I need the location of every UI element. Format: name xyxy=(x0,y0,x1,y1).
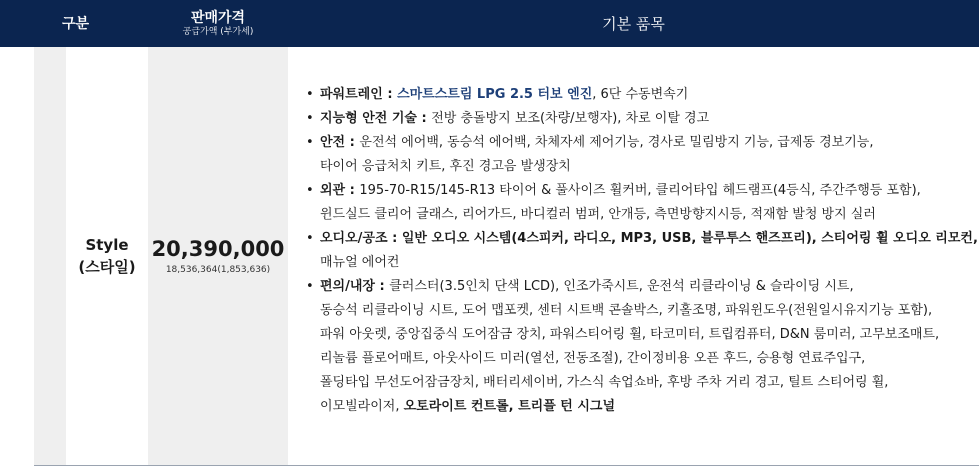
price-cell xyxy=(148,47,288,465)
table-header xyxy=(0,0,979,47)
header-price-sublabel: 공급가액 (부가세) xyxy=(182,26,254,37)
list-item-powertrain xyxy=(288,83,979,107)
item-text-line2: 동승석 리클라이닝 시트, 도어 맵포켓, 센터 시트백 콘솔박스, 키홀조명, 파워윈도우(전원일시유지기능 포함), xyxy=(320,303,933,318)
items-cell xyxy=(288,47,979,465)
header-items xyxy=(288,0,979,47)
item-sep: : xyxy=(345,183,360,198)
item-label: 파워트레인 xyxy=(320,87,383,102)
header-items-label: 기본 품목 xyxy=(602,14,665,33)
header-price xyxy=(148,0,288,47)
table-bottom-border xyxy=(34,465,979,466)
item-sep: : xyxy=(387,231,402,246)
trim-price-breakdown: 18,536,364(1,853,636) xyxy=(165,265,271,275)
item-text: 운전석 에어백, 동승석 에어백, 차체자세 제어기능, 경사로 밀림방지 기능, 급제동 경보기능, xyxy=(359,135,874,150)
header-category xyxy=(33,0,118,47)
item-text-line2: 타이어 응급처치 키트, 후진 경고음 발생장치 xyxy=(320,159,571,174)
item-text-line6: 이모빌라이저, xyxy=(320,399,404,414)
list-item-exterior xyxy=(288,179,979,227)
item-text-line4: 리놀륨 플로어매트, 아웃사이드 미러(열선, 전동조절), 간이정비용 오픈 후드, 승용형 연료주입구, xyxy=(320,351,866,366)
list-item-audio-hvac xyxy=(288,227,979,275)
item-text-bold: 일반 오디오 시스템(4스피커, 라디오, MP3, USB, 블루투스 핸즈프리), 스티어링 휠 오디오 리모컨, xyxy=(401,231,978,246)
feature-list xyxy=(288,83,979,419)
item-text: 클러스터(3.5인치 단색 LCD), 인조가죽시트, 운전석 리클라이닝 & 슬라이딩 시트, xyxy=(389,279,854,294)
header-price-label: 판매가격 xyxy=(190,9,246,26)
item-text-line5: 폴딩타입 무선도어잠금장치, 배터리세이버, 가스식 속업쇼바, 후방 주차 거리 경고, 틸트 스티어링 휠, xyxy=(320,375,889,390)
item-sep: : xyxy=(416,111,432,126)
item-highlight: 스마트스트림 LPG 2.5 터보 엔진 xyxy=(397,87,593,102)
row-gutter xyxy=(34,47,66,465)
item-text-line3: 파워 아웃렛, 중앙집중식 도어잠금 장치, 파워스티어링 휠, 타코미터, 트립컴퓨터, D&N 룸미러, 고무보조매트, xyxy=(320,327,940,342)
item-sep: : xyxy=(345,135,360,150)
item-label: 오디오/공조 xyxy=(320,231,388,246)
item-label: 외관 xyxy=(320,183,346,198)
item-label: 안전 xyxy=(320,135,346,150)
list-item-smart-safety xyxy=(288,107,979,131)
item-label: 지능형 안전 기술 xyxy=(320,111,417,126)
item-text-line2: 매뉴얼 에어컨 xyxy=(320,255,400,270)
item-text: 195-70-R15/145-R13 타이어 & 풀사이즈 휠커버, 클리어타입 헤드램프(4등식, 주간주행등 포함), xyxy=(359,183,921,198)
header-category-label: 구분 xyxy=(61,15,90,32)
item-text-line6-bold: 오토라이트 컨트롤, 트리플 턴 시그널 xyxy=(403,399,616,414)
trim-name-en: Style xyxy=(85,236,129,254)
list-item-convenience xyxy=(288,275,979,419)
item-text-line2: 윈드실드 클리어 글래스, 리어가드, 바디컬러 범퍼, 안개등, 측면방향지시등, 적재함 발청 방지 실러 xyxy=(320,207,876,222)
item-label: 편의/내장 xyxy=(320,279,375,294)
trim-price: 20,390,000 xyxy=(151,237,285,261)
list-item-safety xyxy=(288,131,979,179)
item-text: , 6단 수동변속기 xyxy=(592,87,689,102)
table-row xyxy=(0,47,979,465)
trim-name-cell xyxy=(66,47,148,465)
item-text: 전방 충돌방지 보조(차량/보행자), 차로 이탈 경고 xyxy=(431,111,710,126)
item-sep: : xyxy=(382,87,398,102)
trim-name-ko: (스타일) xyxy=(78,258,136,276)
item-sep: : xyxy=(374,279,390,294)
